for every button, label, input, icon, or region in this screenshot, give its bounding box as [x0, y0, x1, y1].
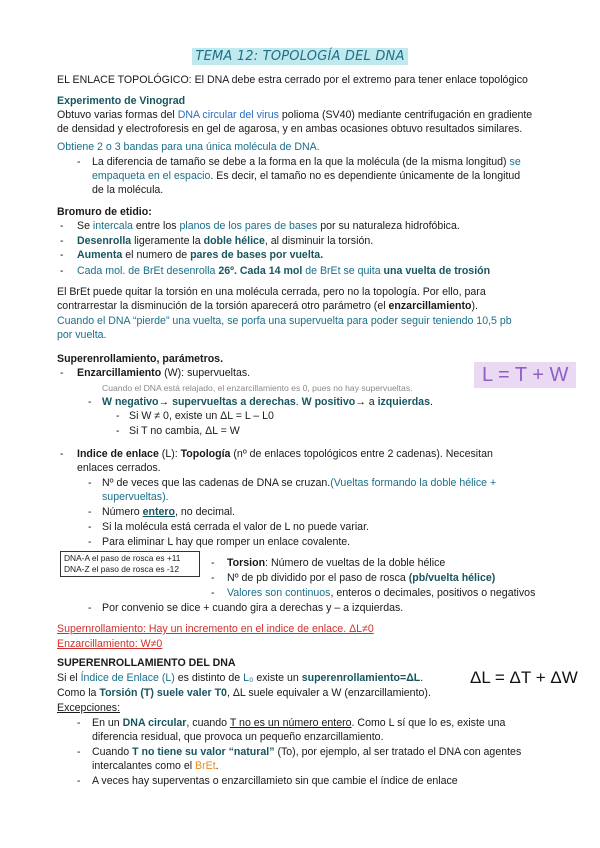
- bullet-dash: -: [88, 506, 92, 518]
- bullet-dash: -: [211, 587, 215, 599]
- bromuro-item-1: Se intercala entre los planos de los pares de bases por su naturaleza hidrofóbica.: [77, 220, 460, 232]
- bromuro-para-3: Cuando el DNA “pierde” una vuelta, se porfa una supervuelta para poder seguir teniendo 10,5 pb: [57, 315, 512, 327]
- pb-paso-line: Nº de pb dividido por el paso de rosca (pb/vuelta hélice): [227, 572, 496, 584]
- w-delta-line: Si W ≠ 0, existe un ΔL = L – L0: [129, 410, 274, 422]
- excepciones-label: Excepciones:: [57, 702, 121, 714]
- exception-2-cont: intercalantes como el BrEt.: [92, 760, 219, 772]
- exception-1: En un DNA circular, cuando T no es un número entero. Como L sí que lo es, existe una: [92, 717, 506, 729]
- page-title: TEMA 12: TOPOLOGÍA DEL DNA: [0, 50, 600, 64]
- bullet-dash: -: [77, 746, 81, 758]
- bullet-dash: -: [211, 557, 215, 569]
- vinograd-line-2: de densidad y electroforesis en gel de agarosa, y en ambas ocasiones obtuvo resultados similares.: [57, 123, 523, 135]
- super-heading: SUPERENROLLAMIENTO DEL DNA: [57, 657, 236, 669]
- bullet-dash: -: [60, 367, 64, 379]
- bullet-dash: -: [60, 220, 64, 232]
- vinograd-bullet-end: de la molécula.: [92, 184, 164, 196]
- vinograd-line-1: Obtuvo varias formas del DNA circular del virus polioma (SV40) mediante centrifugación en gradiente: [57, 109, 533, 121]
- torsion-line: Torsion: Número de vueltas de la doble hélice: [227, 557, 446, 569]
- bullet-dash: -: [211, 572, 215, 584]
- indice-enlace-cont: enlaces cerrados.: [77, 462, 161, 474]
- cerrada-line: Si la molécula está cerrada el valor de L no puede variar.: [102, 521, 369, 533]
- bullet-dash: -: [77, 717, 81, 729]
- bullet-dash: -: [88, 477, 92, 489]
- super-line-2: Como la Torsión (T) suele valer T0, ΔL suele equivaler a W (enzarcillamiento).: [57, 687, 431, 699]
- bullet-dash: -: [88, 536, 92, 548]
- bullet-dash: -: [88, 521, 92, 533]
- vinograd-bullet-cont: empaqueta en el espacio. Es decir, el tamaño no es dependiente únicamente de la longitud: [92, 170, 521, 182]
- bullet-dash: -: [88, 602, 92, 614]
- formula-ltw: L = T + W: [474, 362, 576, 388]
- w-sign-line: W negativo→ supervueltas a derechas. W positivo→ a izquierdas.: [102, 396, 433, 408]
- bullet-dash: -: [60, 265, 64, 277]
- exception-2: Cuando T no tiene su valor “natural” (To), por ejemplo, al ser tratado el DNA con agentes: [92, 746, 522, 758]
- red-note-1: Supernrollamiento: Hay un incremento en el indice de enlace. ΔL≠0: [57, 623, 374, 635]
- vinograd-bullet: La diferencia de tamaño se debe a la forma en la que la molécula (de la misma longitud) se: [92, 156, 521, 168]
- formula-delta: ΔL = ΔT + ΔW: [470, 668, 578, 687]
- bullet-dash: -: [77, 156, 81, 168]
- enzarcillamiento-line: Enzarcillamiento (W): supervueltas.: [77, 367, 251, 379]
- bromuro-para-1: El BrEt puede quitar la torsión en una molécula cerrada, pero no la topología. Por ello, para: [57, 286, 486, 298]
- red-note-2: Enzarcillamiento: W≠0: [57, 638, 163, 650]
- bullet-dash: -: [60, 249, 64, 261]
- super-line-1: Si el Índice de Enlace (L) es distinto de L₀ existe un superenrollamiento=ΔL.: [57, 672, 424, 684]
- bullet-dash: -: [88, 396, 92, 408]
- bullet-dash: -: [60, 448, 64, 460]
- t-constant-line: Si T no cambia, ΔL = W: [129, 425, 240, 437]
- intro-line: EL ENLACE TOPOLÓGICO: El DNA debe estra cerrado por el extremo para tener enlace topológico: [57, 74, 528, 86]
- exception-3: A veces hay superventas o enzarcillamieto sin que cambie el índice de enlace: [92, 775, 458, 787]
- bullet-dash: -: [77, 775, 81, 787]
- bromuro-item-3: Aumenta el numero de pares de bases por vuelta.: [77, 249, 324, 261]
- bromuro-para-2: contrarrestar la disminución de la torsión aparecerá otro parámetro (el enzarcillamiento).: [57, 300, 479, 312]
- valores-line: Valores son continuos, enteros o decimales, positivos o negativos: [227, 587, 536, 599]
- convenio-line: Por convenio se dice + cuando gira a derechas y – a izquierdas.: [102, 602, 404, 614]
- bromuro-heading: Bromuro de etidio:: [57, 206, 152, 218]
- cruces-cont: supervueltas).: [102, 491, 169, 503]
- dna-paso-rosca-box: DNA-A el paso de rosca es +11 DNA-Z el paso de rosca es -12: [60, 551, 200, 577]
- bullet-dash: -: [116, 410, 120, 422]
- params-heading: Superenrollamiento, parámetros.: [57, 353, 224, 365]
- bromuro-para-4: por vuelta.: [57, 329, 107, 341]
- enzarcillamiento-note: Cuando el DNA está relajado, el enzarcillamiento es 0, pues no hay supervueltas.: [102, 383, 413, 393]
- bullet-dash: -: [60, 235, 64, 247]
- bromuro-item-4: Cada mol. de BrEt desenrolla 26º. Cada 14 mol de BrEt se quita una vuelta de trosión: [77, 265, 491, 277]
- entero-line: Número entero, no decimal.: [102, 506, 236, 518]
- vinograd-heading: Experimento de Vinograd: [57, 95, 186, 107]
- eliminar-line: Para eliminar L hay que romper un enlace covalente.: [102, 536, 351, 548]
- vinograd-line-3: Obtiene 2 o 3 bandas para una única molécula de DNA.: [57, 141, 320, 153]
- cruces-line: Nº de veces que las cadenas de DNA se cruzan.(Vueltas formando la doble hélice +: [102, 477, 497, 489]
- indice-enlace-line: Indice de enlace (L): Topología (nº de enlaces topológicos entre 2 cadenas). Necesitan: [77, 448, 493, 460]
- bromuro-item-2: Desenrolla ligeramente la doble hélice, al disminuir la torsión.: [77, 235, 374, 247]
- exception-1-cont: diferencia residual, que provoca un pequeño enzarcillamiento.: [92, 731, 384, 743]
- bullet-dash: -: [116, 425, 120, 437]
